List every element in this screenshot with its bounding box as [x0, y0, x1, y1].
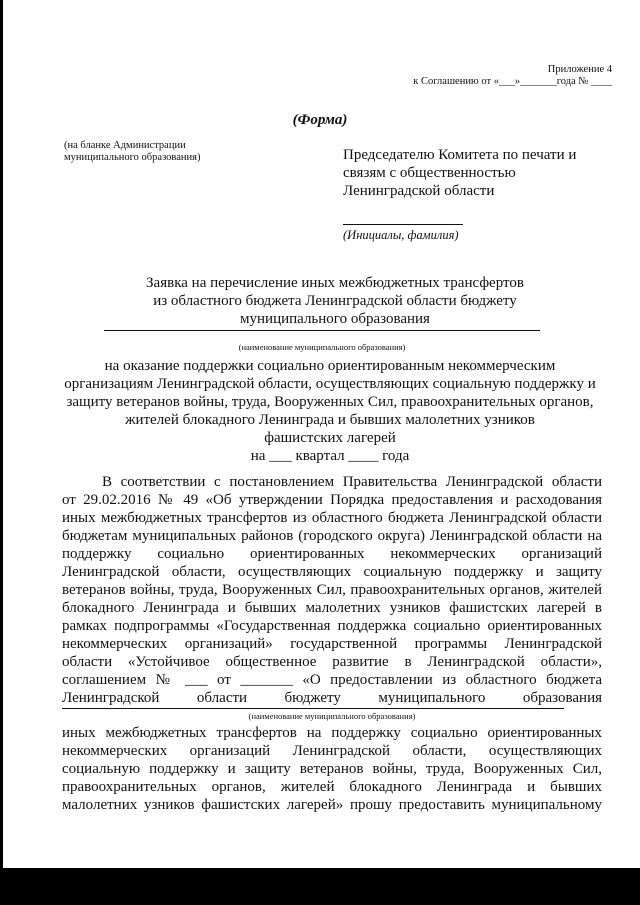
body-line: В соответствии с постановлением Правительства Ленинградской области	[102, 474, 602, 490]
document-title	[60, 274, 610, 328]
body-line: блокадного Ленинграда и бывших малолетних узников фашистских лагерей в	[62, 600, 602, 616]
addressee-line1: Председателю Комитета по печати и	[343, 147, 577, 163]
purpose-line2: организациям Ленинградской области, осуществляющих социальную поддержку и	[64, 376, 596, 392]
form-label: (Форма)	[292, 112, 348, 128]
body-line: иных межбюджетных трансфертов из областного бюджета Ленинградской области	[62, 510, 602, 526]
scan-edge-left	[0, 0, 3, 905]
scan-edge-bottom	[0, 868, 640, 905]
purpose-block	[40, 357, 620, 465]
body-line: области «Устойчивое общественное развитие в Ленинградской области»,	[62, 654, 602, 670]
letterhead-note-line1: (на бланке Администрации	[64, 140, 186, 151]
letterhead-note-line2: муниципального образования)	[64, 152, 201, 163]
body-line: социальную поддержку и защиту ветеранов войны, труда, Вооруженных Сил,	[62, 761, 602, 777]
body-municipality-line	[62, 708, 564, 709]
purpose-line4: жителей блокадного Ленинграда и бывших малолетних узников	[125, 412, 535, 428]
body-line: рамках подпрограммы «Государственная поддержка социально ориентированных	[62, 618, 602, 634]
body-line: от 29.02.2016 № 49 «Об утверждении Порядка предоставления и расходования	[62, 492, 602, 508]
body-line: некоммерческих организаций» государственной программы Ленинградской	[62, 636, 602, 652]
appendix-header	[312, 64, 612, 88]
body-line: иных межбюджетных трансфертов на поддержку социально ориентированных	[62, 725, 602, 741]
addressee-line3: Ленинградской области	[343, 183, 495, 199]
title-line3: муниципального образования	[240, 311, 430, 327]
body-municipality-caption: (наименование муниципального образования)	[248, 711, 416, 721]
body-line: бюджетам муниципальных районов (городского округа) Ленинградской области на	[62, 528, 602, 544]
letterhead-note	[64, 140, 264, 164]
purpose-line5: фашистских лагерей	[264, 430, 396, 446]
body-line: некоммерческих организаций Ленинградской области, осуществляющих	[62, 743, 602, 759]
body-line: поддержку социально ориентированных некоммерческих организаций	[62, 546, 602, 562]
purpose-line3: защиту ветеранов войны, труда, Вооруженных Сил, правоохранительных органов,	[66, 394, 594, 410]
appendix-label: Приложение 4	[547, 64, 612, 75]
body-paragraph	[62, 473, 602, 707]
title-line1: Заявка на перечисление иных межбюджетных трансфертов	[146, 275, 524, 291]
municipality-name-line	[104, 330, 540, 331]
body-line: ветеранов войны, труда, Вооруженных Сил, правоохранительных органов, жителей	[62, 582, 602, 598]
title-line2: из областного бюджета Ленинградской области бюджету	[153, 293, 517, 309]
addressee-line2: связям с общественностью	[343, 165, 516, 181]
body-line: Ленинградской области бюджету муниципального образования	[62, 690, 602, 706]
agreement-reference: к Соглашению от «___»_______года № ____	[413, 76, 612, 87]
body-paragraph-continued	[62, 724, 602, 814]
body-line: правоохранительных органов, жителей блокадного Ленинграда и бывших	[62, 779, 602, 795]
body-line: соглашением № ___ от _______ «О предоставлении из областного бюджета	[62, 672, 602, 688]
municipality-name-caption: (наименование муниципального образования)	[238, 342, 406, 352]
quarter-year-line: на ___ квартал ____ года	[250, 448, 410, 464]
signature-caption: (Инициалы, фамилия)	[343, 228, 459, 242]
purpose-line1: на оказание поддержки социально ориентированным некоммерческим	[104, 358, 556, 374]
signature-line	[343, 224, 463, 225]
body-line: Ленинградской области, осуществляющих социальную поддержку и защиту	[62, 564, 602, 580]
body-line: малолетних узников фашистских лагерей» прошу предоставить муниципальному	[62, 797, 602, 813]
addressee-block	[343, 146, 613, 200]
